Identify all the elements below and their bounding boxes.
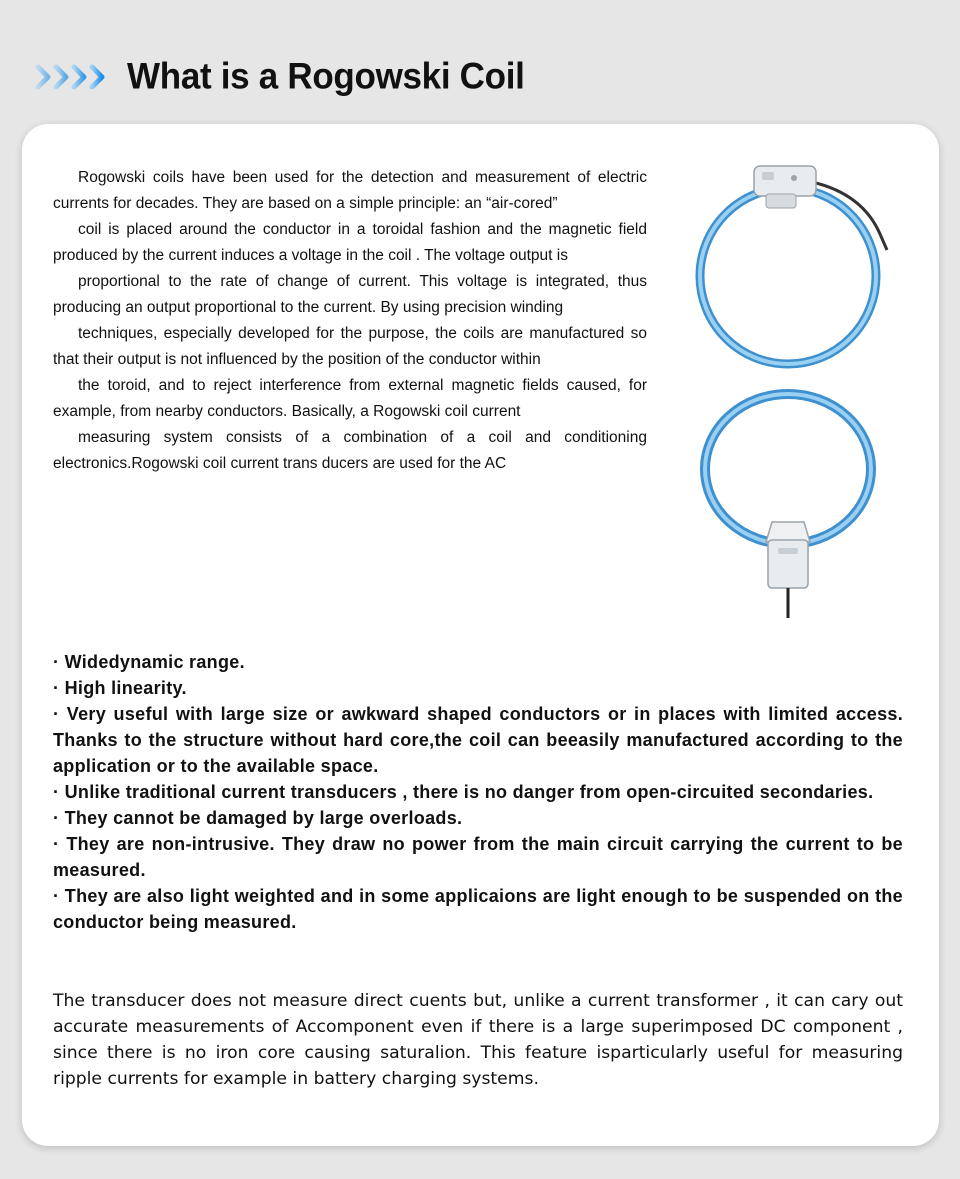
rogowski-coil-photo xyxy=(682,164,902,624)
list-item: · Widedynamic range. xyxy=(53,652,245,672)
section-header xyxy=(34,52,525,102)
intro-paragraph: coil is placed around the conductor in a toroidal fashion and the magnetic field produced by the current induces a voltage in the coil . The voltage output is xyxy=(53,221,647,264)
content-card xyxy=(22,124,939,1146)
list-item: · High linearity. xyxy=(53,678,187,698)
page-title: What is a Rogowski Coil xyxy=(127,56,525,97)
intro-paragraph: Rogowski coils have been used for the detection and measurement of electric currents for decades. They are based on a simple principle: an “air-cored” xyxy=(53,169,647,212)
intro-text xyxy=(53,165,647,477)
intro-paragraph: techniques, especially developed for the purpose, the coils are manufactured so that their output is not influenced by the position of the conductor within xyxy=(53,325,647,368)
outro-paragraph: The transducer does not measure direct cuents but, unlike a current transformer , it can cary out accurate measurements of Accomponent even if there is a large superimposed DC component , since there is no iron core causing saturalion. This feature isparticularly useful for measuring ripple currents for example in battery charging systems. xyxy=(53,991,903,1089)
intro-paragraph: proportional to the rate of change of current. This voltage is integrated, thus producing an output proportional to the current. By using precision winding xyxy=(53,273,647,316)
feature-list xyxy=(53,649,903,935)
intro-paragraph: measuring system consists of a combination of a coil and conditioning electronics.Rogowski coil current trans ducers are used for the AC xyxy=(53,429,647,472)
list-item: · They cannot be damaged by large overloads. xyxy=(53,808,463,828)
intro-paragraph: the toroid, and to reject interference from external magnetic fields caused, for example, from nearby conductors. Basically, a Rogowski coil current xyxy=(53,377,647,420)
list-item: · They are non-intrusive. They draw no power from the main circuit carrying the current to be measured. xyxy=(53,834,903,880)
double-chevron-right-icon xyxy=(34,62,110,92)
list-item: · Very useful with large size or awkward shaped conductors or in places with limited access. Thanks to the structure without hard core,the coil can beeasily manufactured according to the application or to the available space. xyxy=(53,704,903,776)
list-item: · They are also light weighted and in some applicaions are light enough to be suspended on the conductor being measured. xyxy=(53,886,903,932)
list-item: · Unlike traditional current transducers , there is no danger from open-circuited secondaries. xyxy=(53,782,874,802)
